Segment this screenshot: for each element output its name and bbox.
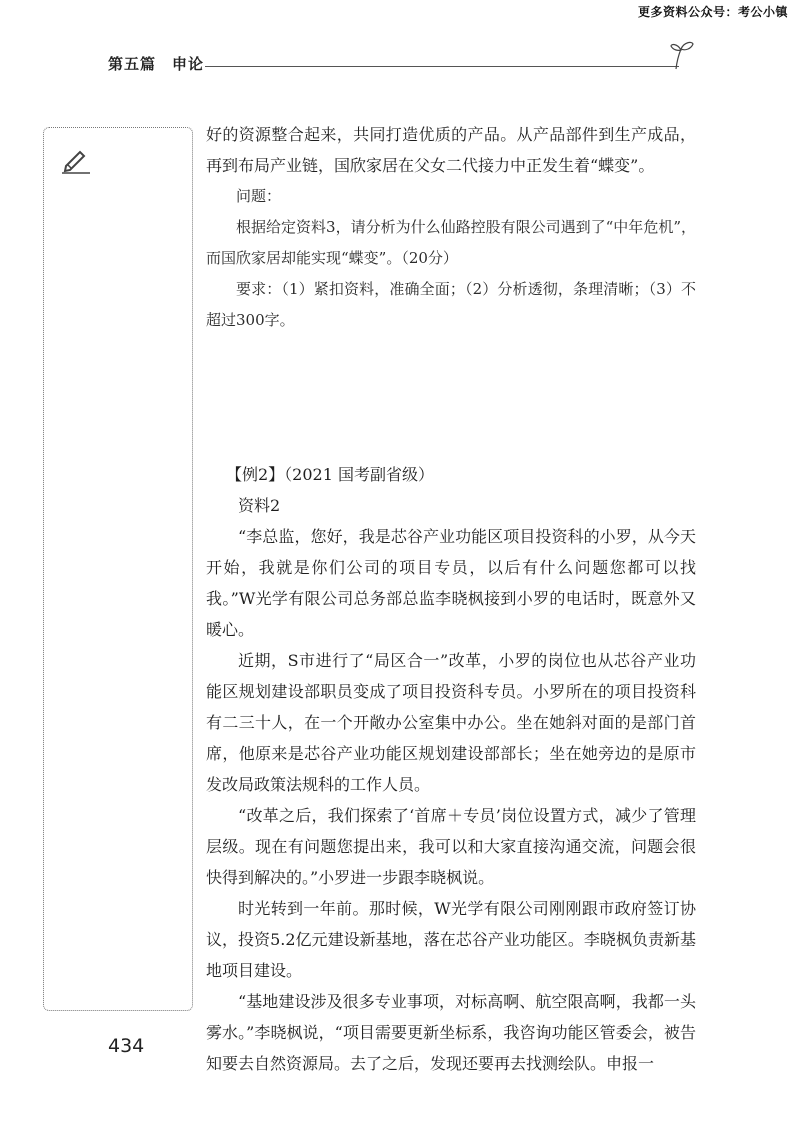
paragraph: “李总监，您好，我是芯谷产业功能区项目投资科的小罗，从今天开始，我就是你们公司的项目专员，以后有什么问题您都可以找我。”W光学有限公司总务部总监李晓枫接到小罗的电话时，既意外又暖心。 <box>206 527 696 639</box>
paragraph: “基地建设涉及很多专业事项，对标高啊、航空限高啊，我都一头雾水。”李晓枫说，“项目需要更新坐标系，我咨询功能区管委会，被告知要去自然资源局。去了之后，发现还要再去找测绘队。申报一 <box>206 992 696 1073</box>
notes-margin-box <box>43 127 193 1011</box>
header-rule <box>205 66 679 67</box>
example-heading: 【例2】（2021 国考副省级） <box>226 465 434 484</box>
requirements-text: 要求：（1）紧扣资料，准确全面；（2）分析透彻，条理清晰；（3）不超过300字。 <box>206 280 696 329</box>
paragraph: “改革之后，我们探索了‘首席＋专员’岗位设置方式，减少了管理层级。现在有问题您提出来，我可以和大家直接沟通交流，问题会很快得到解决的。”小罗进一步跟李晓枫说。 <box>206 806 696 887</box>
page-number: 434 <box>108 1035 145 1057</box>
paragraph: 时光转到一年前。那时候，W光学有限公司刚刚跟市政府签订协议，投资5.2亿元建设新基地，落在芯谷产业功能区。李晓枫负责新基地项目建设。 <box>206 899 696 980</box>
question-label: 问题： <box>236 187 282 205</box>
source-label: 资料2 <box>238 496 281 515</box>
question-text: 根据给定资料3，请分析为什么仙路控股有限公司遇到了“中年危机”，而国欣家居却能实现“蝶变”。（20分） <box>206 218 696 267</box>
sprout-icon <box>668 40 696 70</box>
example1-block <box>206 119 696 336</box>
paragraph: 近期，S市进行了“局区合一”改革，小罗的岗位也从芯谷产业功能区规划建设部职员变成了项目投资科专员。小罗所在的项目投资科有二三十人，在一个开敞办公室集中办公。坐在她斜对面的是部门首席，他原来是芯谷产业功能区规划建设部部长；坐在她旁边的是原市发改局政策法规科的工作人员。 <box>206 651 696 794</box>
watermark-text: 更多资料公众号：考公小镇 <box>637 5 788 19</box>
pencil-icon <box>60 148 92 174</box>
example2-block <box>206 459 696 1079</box>
material-text: 好的资源整合起来，共同打造优质的产品。从产品部件到生产成品，再到布局产业链，国欣家居在父女二代接力中正发生着“蝶变”。 <box>206 125 696 175</box>
section-title: 第五篇 申论 <box>108 55 205 73</box>
